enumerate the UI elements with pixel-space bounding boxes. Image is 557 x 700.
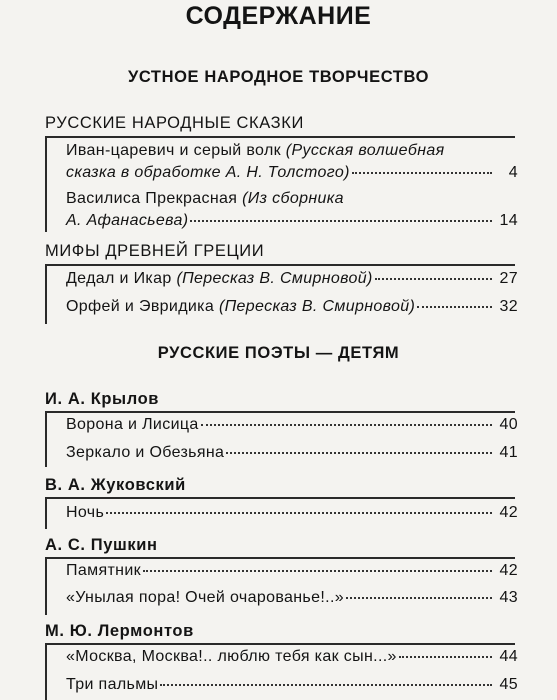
dot-leader: [417, 306, 492, 308]
entry-title: Зеркало и Обезьяна: [66, 444, 225, 461]
dot-leader: [352, 172, 492, 174]
dot-leader: [190, 220, 492, 222]
section-heading-folk: УСТНОЕ НАРОДНОЕ ТВОРЧЕСТВО: [127, 68, 430, 86]
section-heading-poets: РУССКИЕ ПОЭТЫ — ДЕТЯМ: [157, 344, 400, 362]
dot-leader: [160, 684, 492, 686]
toc-entry[interactable]: [66, 587, 518, 609]
page-number: 27: [499, 270, 518, 287]
author-divider: [45, 557, 515, 559]
toc-entry[interactable]: [66, 502, 518, 524]
entry-title: «Москва, Москва!.. люблю тебя как сын...»: [66, 648, 397, 665]
page-title: СОДЕРЖАНИЕ: [185, 2, 372, 30]
group-heading-russian-tales: РУССКИЕ НАРОДНЫЕ СКАЗКИ: [45, 114, 304, 132]
entry-title: Три пальмы: [66, 676, 159, 693]
entry-title: Ночь: [66, 504, 105, 521]
toc-entry[interactable]: [66, 442, 518, 464]
author-divider: [45, 643, 515, 645]
author-heading: В. А. Жуковский: [45, 476, 186, 494]
entry-title: Василиса Прекрасная: [66, 190, 238, 207]
entry-title: «Унылая пора! Очей очарованье!..»: [66, 589, 344, 606]
author-bracket: [45, 643, 47, 700]
page-number: 32: [499, 298, 518, 315]
dot-leader: [346, 597, 492, 599]
toc-entry[interactable]: [66, 140, 518, 183]
author-divider: [45, 497, 515, 499]
page-number: 4: [508, 163, 518, 181]
toc-entry[interactable]: [66, 296, 518, 318]
author-heading: М. Ю. Лермонтов: [45, 622, 194, 640]
author-divider: [45, 411, 515, 413]
dot-leader: [201, 424, 492, 426]
group-divider: [45, 136, 515, 138]
dot-leader: [106, 512, 492, 514]
dot-leader: [226, 452, 492, 454]
entry-source: (Пересказ В. Смирновой): [218, 298, 416, 315]
page-number: 41: [499, 444, 518, 461]
entry-source-cont: А. Афанасьева): [66, 211, 189, 229]
page-number: 45: [499, 676, 518, 693]
toc-entry[interactable]: [66, 414, 518, 436]
group-divider: [45, 264, 515, 266]
entry-title: Ворона и Лисица: [66, 416, 199, 433]
dot-leader: [143, 570, 492, 572]
entry-source: (Из сборника: [242, 190, 344, 207]
page-number: 14: [499, 211, 518, 229]
group-bracket: [45, 136, 47, 232]
author-bracket: [45, 557, 47, 615]
toc-entry[interactable]: [66, 188, 518, 231]
page-number: 43: [499, 589, 518, 606]
dot-leader: [399, 656, 492, 658]
author-bracket: [45, 411, 47, 467]
entry-source: (Пересказ В. Смирновой): [176, 270, 373, 287]
toc-entry[interactable]: [66, 646, 518, 668]
entry-title: Орфей и Эвридика: [66, 298, 215, 315]
entry-title: Дедал и Икар: [66, 270, 172, 287]
dot-leader: [375, 278, 492, 280]
entry-source-cont: сказка в обработке А. Н. Толстого): [66, 163, 350, 181]
entry-source: (Русская волшебная: [285, 142, 445, 159]
page-number: 42: [499, 562, 518, 579]
author-heading: И. А. Крылов: [45, 390, 160, 408]
entry-title: Памятник: [66, 562, 141, 579]
group-bracket: [45, 264, 47, 324]
page-number: 42: [499, 504, 518, 521]
author-bracket: [45, 497, 47, 529]
entry-title: Иван-царевич и серый волк: [66, 142, 281, 159]
toc-entry[interactable]: [66, 560, 518, 582]
group-heading-greek-myths: МИФЫ ДРЕВНЕЙ ГРЕЦИИ: [45, 242, 265, 260]
toc-entry[interactable]: [66, 268, 518, 290]
toc-entry[interactable]: [66, 674, 518, 696]
page-number: 40: [499, 416, 518, 433]
author-heading: А. С. Пушкин: [45, 536, 158, 554]
page-number: 44: [499, 648, 518, 665]
